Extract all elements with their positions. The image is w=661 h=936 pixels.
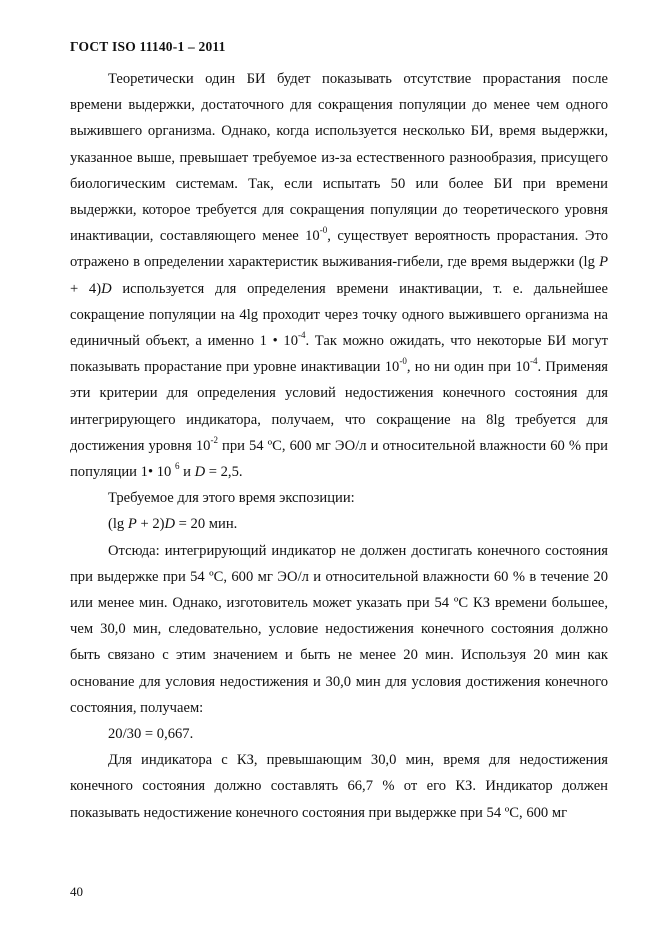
superscript: 6 — [174, 461, 180, 472]
text-run: используется для определения времени инактивации, т. е. дальнейшее сокращение популяции на 4lg проходит через точку одного выжившего организма на единичный объект, а именно 1 • 10 — [70, 280, 608, 350]
variable-d: D — [194, 464, 206, 481]
variable-p: P — [127, 516, 137, 533]
variable-d: D — [164, 516, 176, 533]
paragraph-indicator-kz: Для индикатора с КЗ, превышающим 30,0 мин, время для недостижения конечного состояния должно составлять 66,7 % от его КЗ. Индикатор должен показывать недостижение конечного состояния при выдержке при 54 ºС, 600 мг — [70, 752, 608, 821]
paragraph-integrating-indicator: Отсюда: интегрирующий индикатор не должен достигать конечного состояния при выдержке при 54 ºС, 600 мг ЭО/л и относительной влажности 60 % в течение 20 или менее мин. Однако, изготовитель может указать при 54 ºС КЗ времени большее, чем 30,0 мин, следовательно, условие недостижения конечного состояния должно быть связано с этим значением и быть не менее 20 мин. Используя 20 мин как основание для условия недостижения и 30,0 мин для условия достижения конечного состояния, получаем: — [70, 542, 608, 716]
text-run: , но ни один при 10 — [406, 359, 530, 376]
superscript: -2 — [210, 434, 218, 445]
variable-d: D — [101, 280, 112, 297]
superscript: -4 — [298, 330, 306, 341]
superscript: -4 — [529, 356, 538, 367]
paragraph-exposure-time: Требуемое для этого время экспозиции: — [108, 490, 355, 507]
text-run: . Так можно ожидать, что некоторые БИ могут показывать прорастание при уровне инактивации 10 — [70, 333, 609, 376]
formula-exposure — [70, 511, 608, 537]
text-run: + 4) — [70, 280, 102, 297]
variable-p: P — [599, 254, 608, 271]
text-run: + 2) — [136, 516, 165, 533]
formula-ratio: 20/30 = 0,667. — [108, 726, 194, 743]
paragraph-survival-kill — [70, 66, 608, 485]
text-run: = 2,5. — [205, 464, 243, 481]
text-run: , существует вероятность прорастания. Это отражено в определении характеристик выживания-гибели, где время выдержки (lg — [70, 228, 608, 271]
text-run: при 54 ºС, 600 мг ЭО/л и относительной влажности 60 % при популяции 1• 10 — [70, 437, 608, 481]
document-body — [70, 66, 608, 826]
page-number: 40 — [70, 884, 83, 899]
document-header: ГОСТ ISO 11140-1 – 2011 — [70, 39, 226, 54]
superscript: -0 — [319, 225, 328, 236]
text-run: Теоретически один БИ будет показывать отсутствие прорастания после времени выдержки, достаточного для сокращения популяции до менее чем одного выжившего организма. Однако, когда используется несколько БИ, время выдержки, указанное выше, превышает требуемое из-за естественного разнообразия, присущего биологическим системам. Так, если испытать 50 или более БИ при времени выдержки, которое требуется для сокращения популяции до теоретического уровня инактивации, составляющего менее 10 — [70, 71, 608, 245]
text-run: и — [179, 464, 195, 481]
text-run: . Применяя эти критерии для определения условий недостижения конечного состояния для интегрирующего индикатора, получаем, что сокращение на 8lg требуется для достижения уровня 10 — [70, 359, 608, 454]
text-run: (lg — [108, 516, 128, 533]
text-run: = 20 мин. — [175, 516, 238, 533]
superscript: -0 — [399, 356, 407, 367]
